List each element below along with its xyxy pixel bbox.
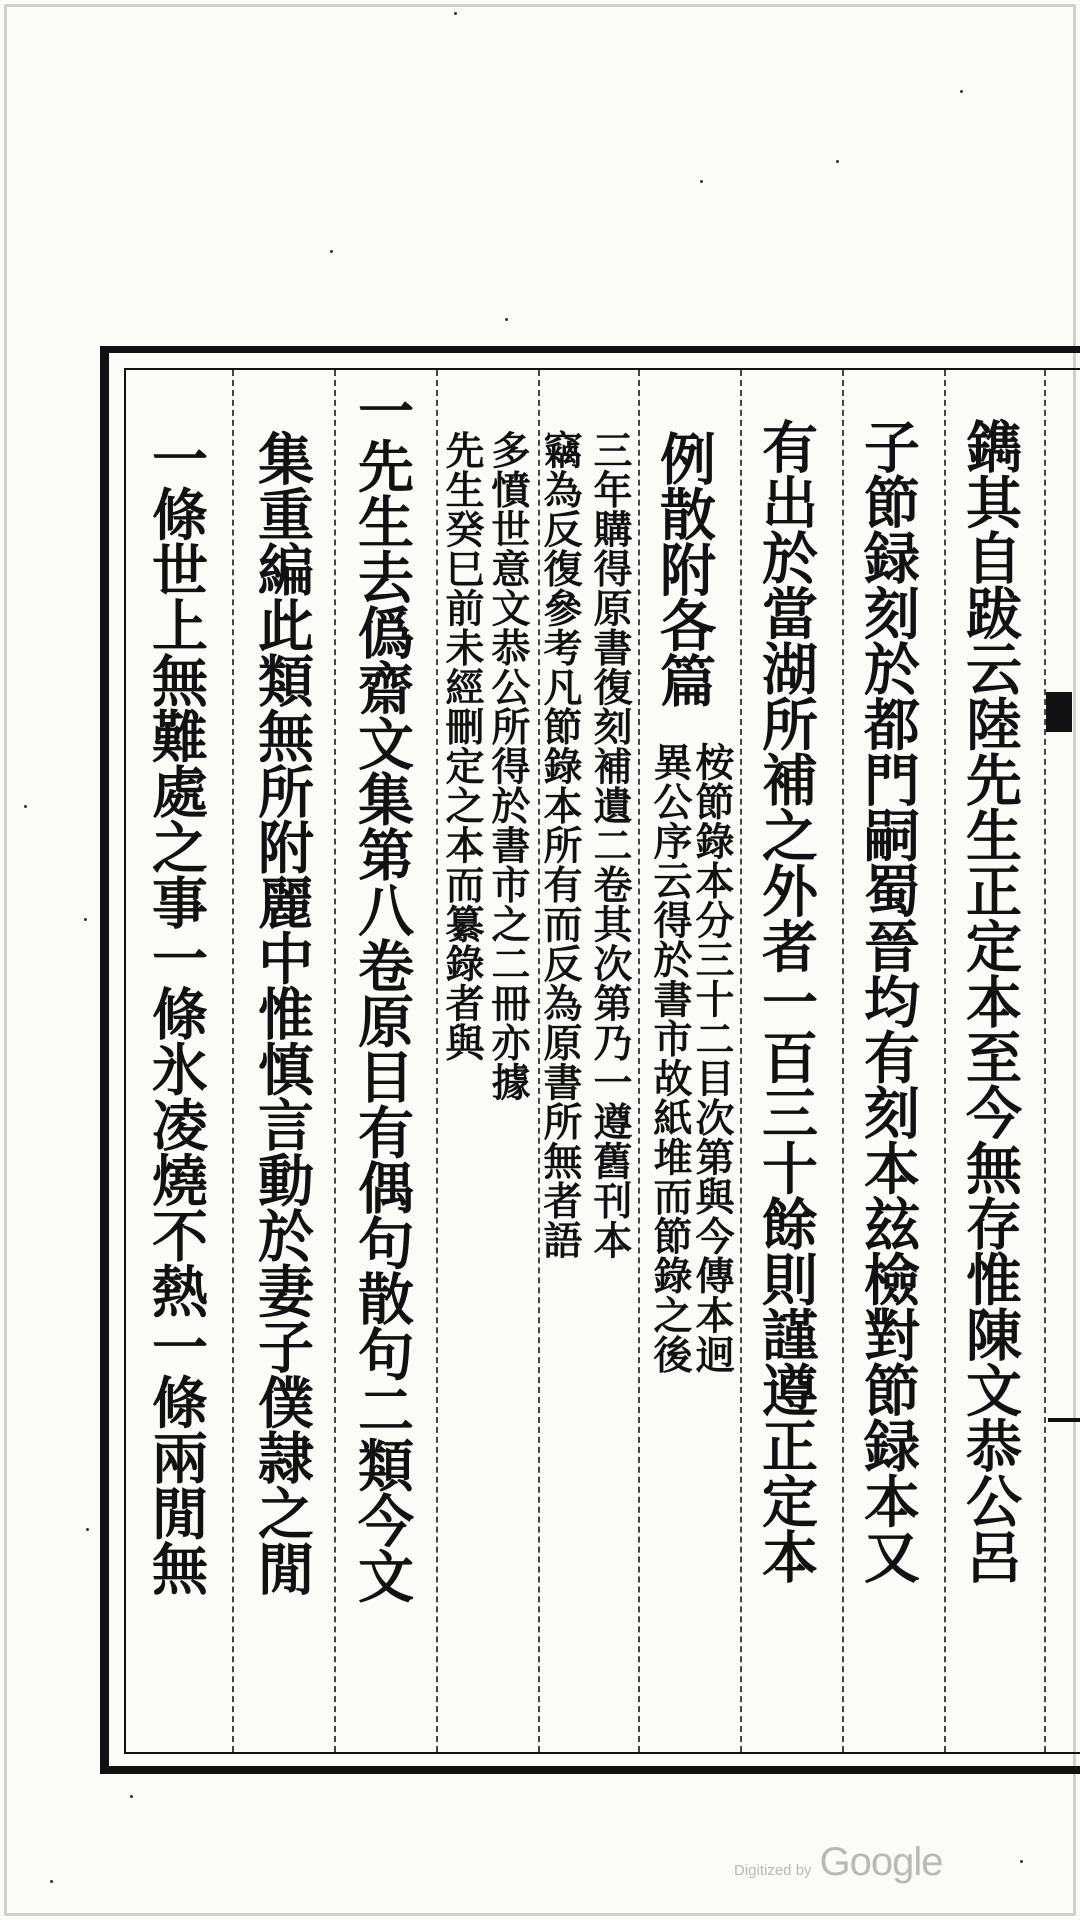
fold-mark (1048, 1418, 1080, 1422)
column-divider (232, 370, 234, 1752)
text-column-7: 多憤世意文恭公所得於書市之二冊亦據 (485, 430, 531, 1102)
text-column-4-note-b: 異公序云得於書市故紙堆而節錄之後 (647, 742, 693, 1374)
text-column-4-note-a: 桉節錄本分三十二目次第與今傳本迥 (689, 742, 735, 1374)
column-divider (1044, 370, 1046, 1752)
text-column-11: 一條世上無難處之事一條氷凌燒不熱一條兩閒無 (143, 430, 209, 1596)
watermark-prefix: Digitized by (734, 1862, 812, 1879)
text-column-4: 例散附各篇 (651, 430, 717, 708)
column-divider (740, 370, 742, 1752)
text-column-5: 三年購得原書復刻補遺二卷其次第乃一遵舊刊本 (587, 430, 633, 1260)
text-column-1: 鐫其自跋云陸先生正定本至今無存惟陳文恭公呂 (957, 418, 1023, 1584)
column-divider (944, 370, 946, 1752)
column-divider (842, 370, 844, 1752)
fold-mark (1046, 692, 1072, 732)
text-column-10: 集重編此類無所附麗中惟慎言動於妻子僕隷之閒 (249, 430, 315, 1596)
text-column-3: 有出於當湖所補之外者一百三十餘則謹遵正定本 (753, 418, 819, 1584)
text-column-2: 子節録刻於都門嗣蜀晉均有刻本玆檢對節録本又 (855, 418, 921, 1584)
column-divider (334, 370, 336, 1752)
text-column-8: 先生癸巳前未經刪定之本而纂錄者與 (439, 430, 485, 1062)
column-divider (638, 370, 640, 1752)
column-divider (436, 370, 438, 1752)
text-column-9: 一先生去僞齋文集第八卷原目有偶句散句二類今文 (349, 382, 415, 1603)
digitized-watermark (734, 1840, 943, 1885)
watermark-brand: Google (819, 1840, 943, 1884)
text-column-6: 竊為反復參考凡節錄本所有而反為原書所無者語 (537, 430, 583, 1260)
